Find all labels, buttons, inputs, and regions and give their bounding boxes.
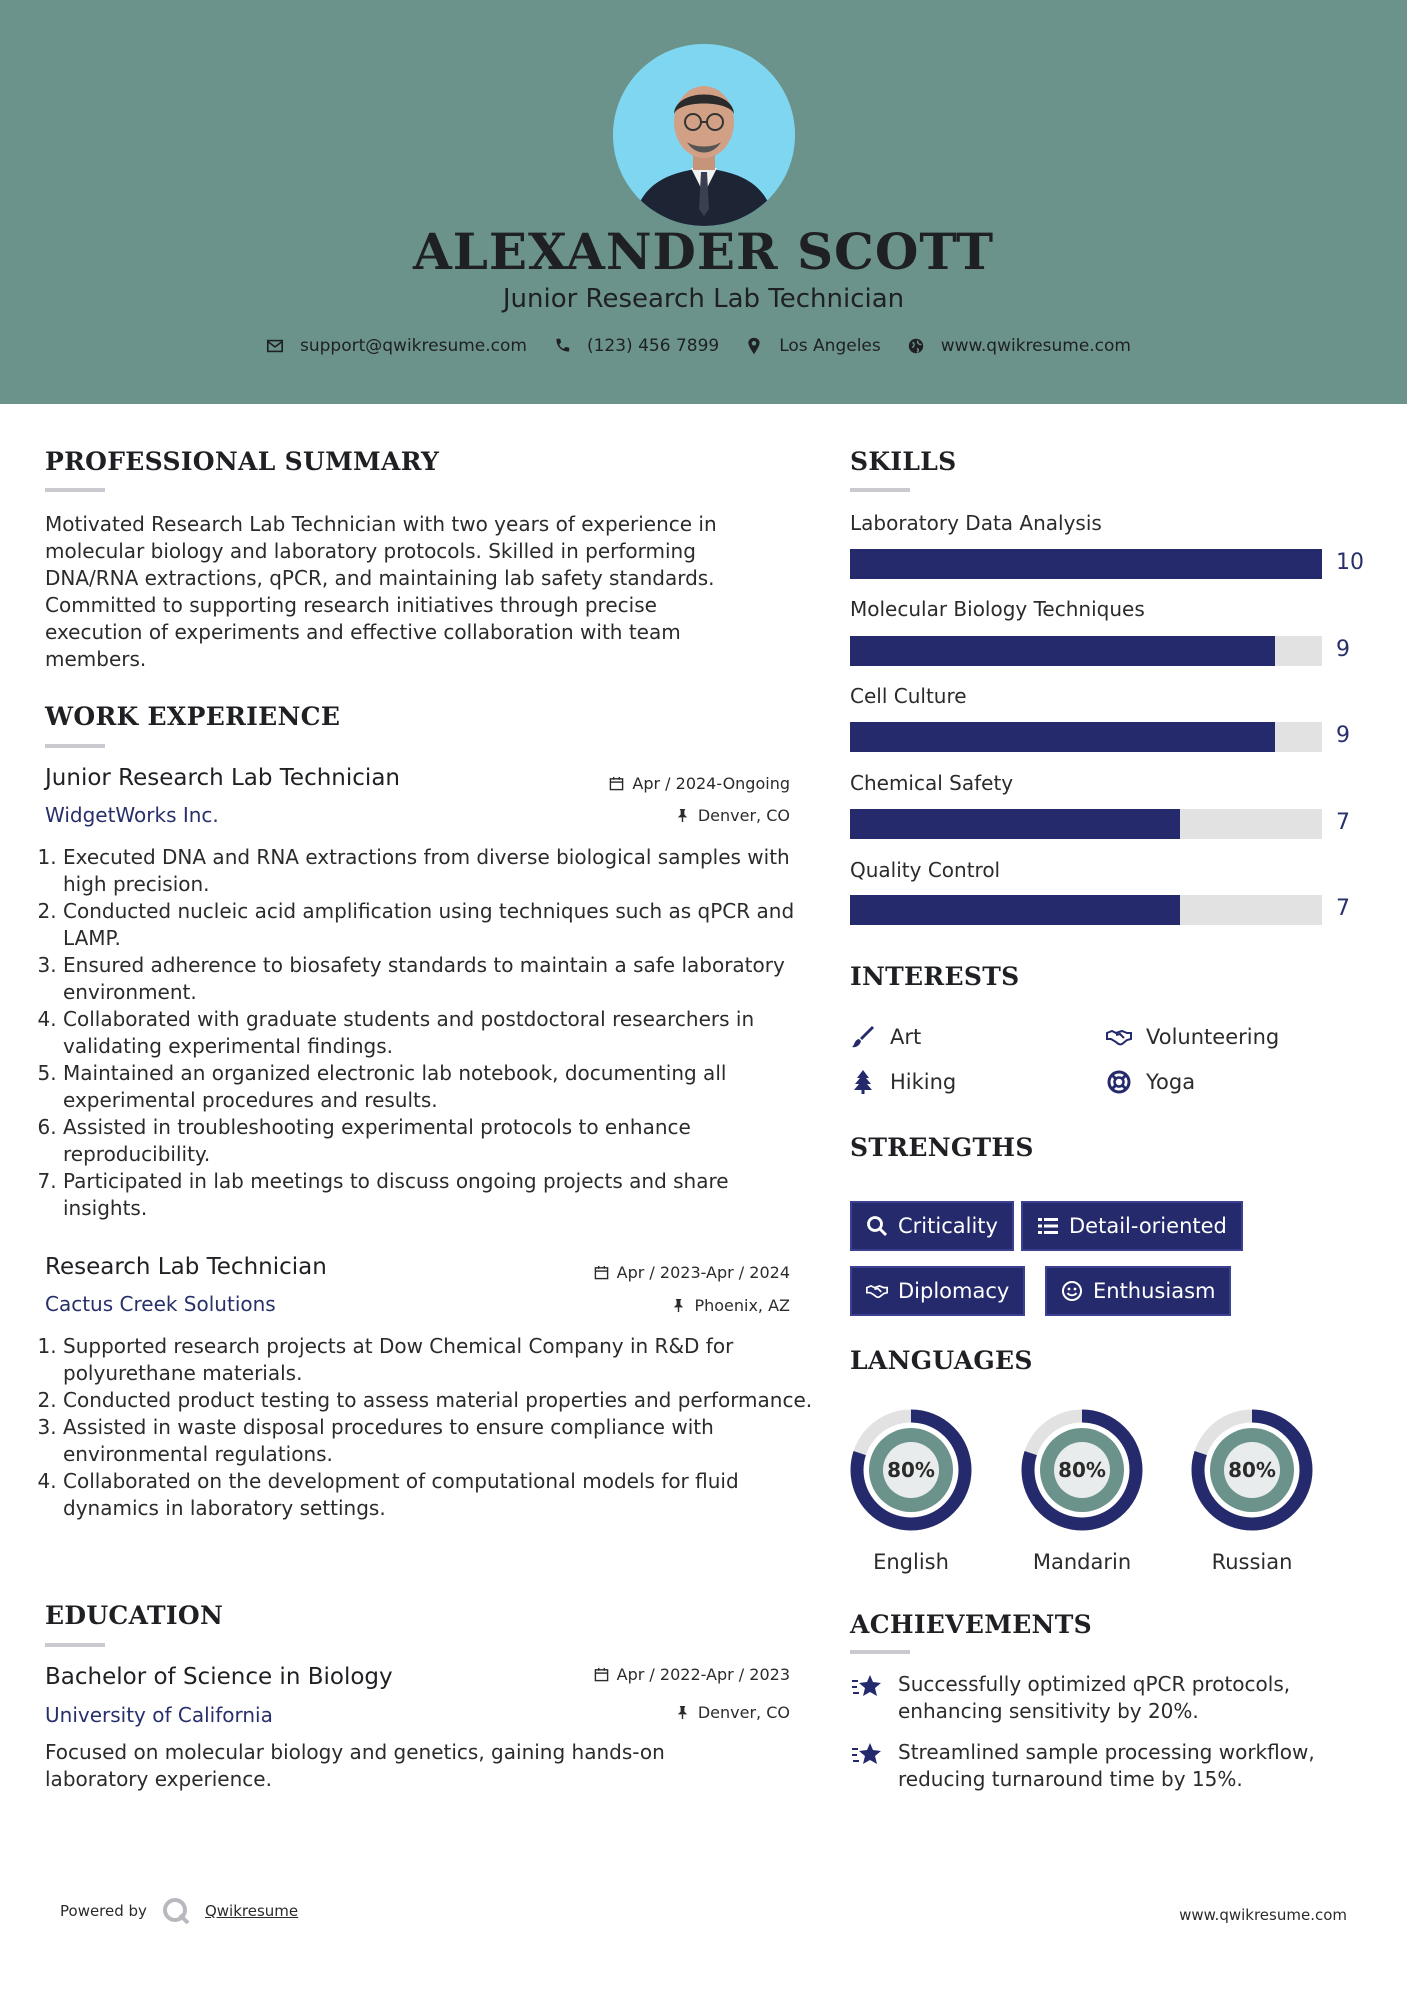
lifering-icon <box>1106 1069 1132 1095</box>
strength-chip <box>1021 1201 1243 1251</box>
interest-item <box>850 1069 956 1095</box>
language-ring <box>1190 1408 1314 1532</box>
job-bullet: 7. Participated in lab meetings to discuss ongoing projects and share insights. <box>63 1168 813 1222</box>
job-title: Junior Research Lab Technician <box>45 765 400 791</box>
job-bullet: 1. Executed DNA and RNA extractions from diverse biological samples with high precision. <box>63 844 813 898</box>
summary-line: Committed to supporting research initiatives through precise <box>45 593 657 617</box>
degree-title: Bachelor of Science in Biology <box>45 1664 393 1690</box>
contact-location <box>745 336 881 356</box>
job-company: WidgetWorks Inc. <box>45 803 219 827</box>
experience-underline <box>45 744 105 748</box>
handshake-icon <box>1106 1024 1132 1050</box>
website-text: www.qwikresume.com <box>940 336 1131 356</box>
achievement-item <box>850 1739 1350 1793</box>
summary-line: DNA/RNA extractions, qPCR, and maintaining lab safety standards. <box>45 566 715 590</box>
globe-icon <box>907 337 925 355</box>
experience-heading: WORK EXPERIENCE <box>45 702 341 731</box>
achievements-underline <box>850 1650 910 1654</box>
email-text: support@qwikresume.com <box>300 336 527 356</box>
handshake-icon <box>866 1280 888 1302</box>
job-bullet: 4. Collaborated on the development of computational models for fluid dynamics in laboratory settings. <box>63 1468 813 1522</box>
language-name: Russian <box>1211 1550 1293 1574</box>
strength-label: Diplomacy <box>898 1279 1010 1303</box>
paintbrush-icon <box>850 1024 876 1050</box>
qwikresume-link[interactable]: Qwikresume <box>204 1902 299 1920</box>
job-bullet: 2. Conducted nucleic acid amplification using techniques such as qPCR and LAMP. <box>63 898 813 952</box>
job-location <box>500 1296 790 1315</box>
skill-value: 9 <box>1336 637 1350 662</box>
strength-label: Criticality <box>898 1214 998 1238</box>
interests-heading: INTERESTS <box>850 962 1020 991</box>
skill-value: 10 <box>1336 550 1364 575</box>
calendar-icon <box>594 1667 609 1682</box>
star-badge-icon <box>850 1669 884 1703</box>
footer-website[interactable]: www.qwikresume.com <box>1179 1906 1347 1924</box>
job-bullets <box>45 844 813 1222</box>
education-location <box>500 1703 790 1722</box>
tree-icon <box>850 1069 876 1095</box>
qwikresume-logo-icon <box>161 1896 191 1926</box>
job-dates-text: Apr / 2024-Ongoing <box>632 774 790 793</box>
job-bullets <box>45 1333 813 1522</box>
job-bullet: 5. Maintained an organized electronic lab notebook, documenting all experimental procedures and results. <box>63 1060 813 1114</box>
pushpin-icon <box>675 1705 690 1720</box>
contact-phone[interactable] <box>553 336 719 356</box>
language-ring <box>849 1408 973 1532</box>
skill-name: Molecular Biology Techniques <box>850 597 1145 621</box>
strength-chip <box>1045 1266 1231 1316</box>
contact-website[interactable] <box>907 336 1131 356</box>
skill-bar <box>850 549 1322 579</box>
achievement-text: Successfully optimized qPCR protocols, enhancing sensitivity by 20%. <box>898 1672 1291 1723</box>
skill-name: Cell Culture <box>850 684 967 708</box>
summary-line: members. <box>45 647 147 671</box>
languages-heading: LANGUAGES <box>850 1346 1033 1375</box>
language-item <box>849 1408 973 1574</box>
candidate-role: Junior Research Lab Technician <box>502 284 905 314</box>
school-name: University of California <box>45 1703 273 1727</box>
job-bullet: 1. Supported research projects at Dow Chemical Company in R&D for polyurethane materials. <box>63 1333 813 1387</box>
portrait-image <box>613 44 795 226</box>
language-name: English <box>873 1550 949 1574</box>
interest-item <box>1106 1024 1279 1050</box>
job-dates <box>500 774 790 793</box>
education-location-text: Denver, CO <box>697 1703 790 1722</box>
skill-value: 9 <box>1336 723 1350 748</box>
strength-chip <box>850 1201 1014 1251</box>
job-bullet: 3. Assisted in waste disposal procedures to ensure compliance with environmental regulations. <box>63 1414 813 1468</box>
summary-line: Motivated Research Lab Technician with two years of experience in <box>45 512 717 536</box>
summary-underline <box>45 488 105 492</box>
skills-underline <box>850 488 910 492</box>
education-dates-text: Apr / 2022-Apr / 2023 <box>616 1665 790 1684</box>
skill-bar-fill <box>850 895 1180 925</box>
education-underline <box>45 1643 105 1647</box>
contact-email[interactable] <box>266 336 527 356</box>
job-bullet: 2. Conducted product testing to assess material properties and performance. <box>63 1387 813 1414</box>
language-percent: 80% <box>1058 1458 1106 1482</box>
interest-item <box>850 1024 921 1050</box>
skill-bar <box>850 809 1322 839</box>
job-bullet: 6. Assisted in troubleshooting experimental protocols to enhance reproducibility. <box>63 1114 813 1168</box>
search-icon <box>866 1215 888 1237</box>
interest-label: Art <box>890 1025 922 1049</box>
achievements-heading: ACHIEVEMENTS <box>850 1610 1092 1639</box>
summary-text <box>45 511 785 673</box>
job-title: Research Lab Technician <box>45 1254 327 1280</box>
interest-label: Yoga <box>1146 1070 1196 1094</box>
job-bullet: 4. Collaborated with graduate students and postdoctoral researchers in validating experimental findings. <box>63 1006 813 1060</box>
summary-heading: PROFESSIONAL SUMMARY <box>45 447 440 476</box>
smile-icon <box>1061 1280 1083 1302</box>
strengths-heading: STRENGTHS <box>850 1133 1034 1162</box>
powered-by-text: Powered by <box>60 1902 147 1920</box>
language-percent: 80% <box>1228 1458 1276 1482</box>
job-bullet: 3. Ensured adherence to biosafety standards to maintain a safe laboratory environment. <box>63 952 813 1006</box>
skill-bar <box>850 895 1322 925</box>
job-location-text: Phoenix, AZ <box>694 1296 790 1315</box>
calendar-icon <box>609 776 624 791</box>
education-dates <box>500 1665 790 1684</box>
language-percent: 80% <box>887 1458 935 1482</box>
pushpin-icon <box>671 1298 686 1313</box>
skills-heading: SKILLS <box>850 447 957 476</box>
location-text: Los Angeles <box>779 336 881 356</box>
skill-bar-fill <box>850 722 1275 752</box>
education-heading: EDUCATION <box>45 1601 224 1630</box>
language-name: Mandarin <box>1032 1550 1132 1574</box>
phone-icon <box>553 337 571 355</box>
language-item <box>1190 1408 1314 1574</box>
avatar <box>613 44 795 226</box>
skill-value: 7 <box>1336 810 1350 835</box>
summary-line: molecular biology and laboratory protocols. Skilled in performing <box>45 539 696 563</box>
phone-text: (123) 456 7899 <box>586 336 720 356</box>
job-location-text: Denver, CO <box>697 806 790 825</box>
pushpin-icon <box>675 808 690 823</box>
skill-name: Laboratory Data Analysis <box>850 511 1102 535</box>
envelope-icon <box>266 337 284 355</box>
skill-name: Quality Control <box>850 858 1001 882</box>
interest-label: Volunteering <box>1146 1025 1280 1049</box>
achievement-item <box>850 1671 1350 1725</box>
language-ring <box>1020 1408 1144 1532</box>
strength-chip <box>850 1266 1025 1316</box>
contact-bar <box>0 336 1407 356</box>
skill-bar <box>850 636 1322 666</box>
interest-label: Hiking <box>890 1070 957 1094</box>
job-company: Cactus Creek Solutions <box>45 1292 276 1316</box>
language-item <box>1020 1408 1144 1574</box>
skill-bar-fill <box>850 809 1180 839</box>
calendar-icon <box>594 1265 609 1280</box>
skill-bar-fill <box>850 549 1322 579</box>
strength-label: Detail-oriented <box>1069 1214 1227 1238</box>
education-description: Focused on molecular biology and genetics, gaining hands-on laboratory experience. <box>45 1740 665 1791</box>
skill-name: Chemical Safety <box>850 771 1014 795</box>
skill-bar-fill <box>850 636 1275 666</box>
job-location <box>500 806 790 825</box>
candidate-name: ALEXANDER SCOTT <box>412 222 995 281</box>
achievement-text: Streamlined sample processing workflow, reducing turnaround time by 15%. <box>898 1740 1315 1791</box>
star-badge-icon <box>850 1737 884 1771</box>
summary-line: execution of experiments and effective collaboration with team <box>45 620 681 644</box>
job-dates <box>500 1263 790 1282</box>
map-pin-icon <box>745 337 763 355</box>
footer-branding <box>60 1896 298 1926</box>
resume-header <box>0 0 1407 404</box>
skill-bar <box>850 722 1322 752</box>
strength-label: Enthusiasm <box>1093 1279 1216 1303</box>
skill-value: 7 <box>1336 896 1350 921</box>
list-icon <box>1037 1215 1059 1237</box>
job-dates-text: Apr / 2023-Apr / 2024 <box>616 1263 790 1282</box>
interest-item <box>1106 1069 1195 1095</box>
